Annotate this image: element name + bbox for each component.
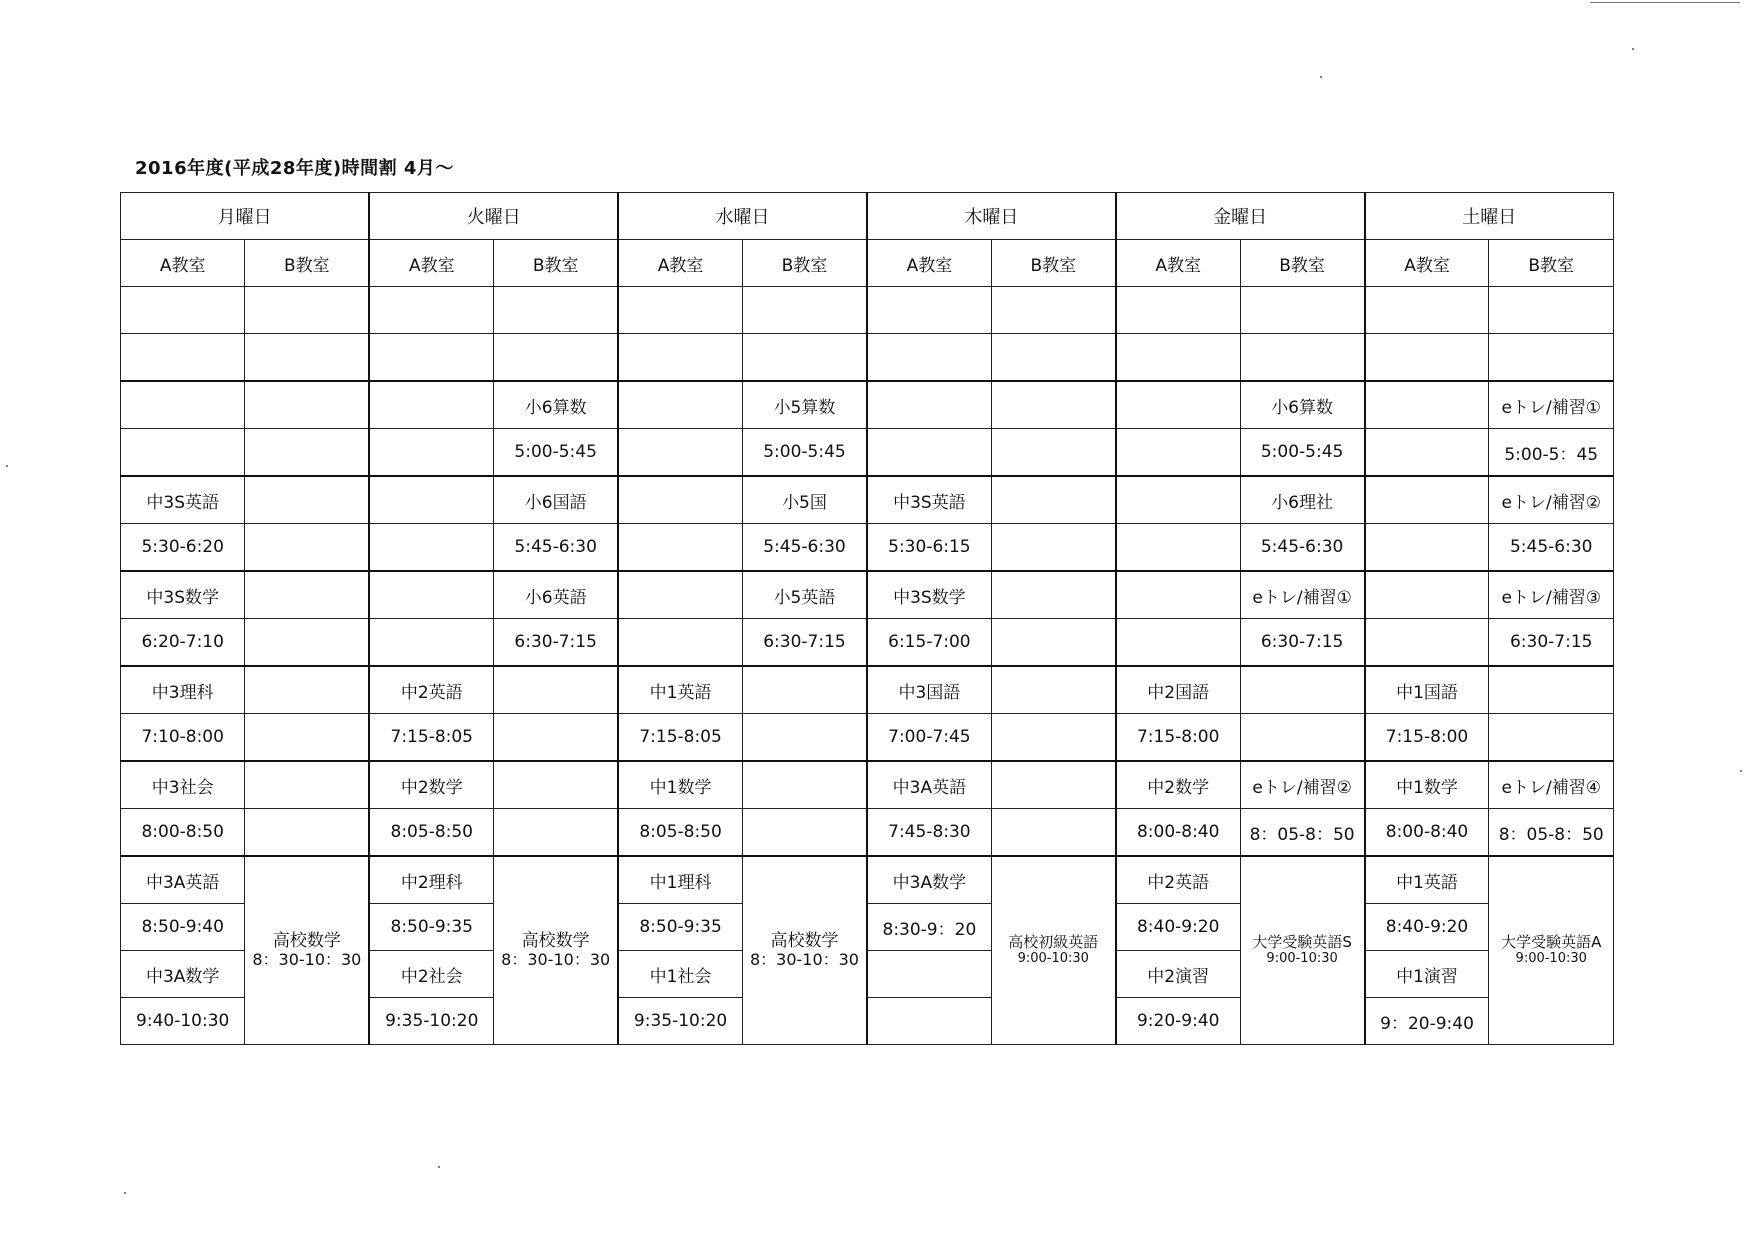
cell (618, 429, 742, 477)
merged-subject: 大学受験英語A (1501, 933, 1602, 952)
cell (245, 381, 369, 429)
room-a-header: A教室 (618, 240, 742, 287)
timetable-row (121, 571, 1614, 619)
cell: 5:00-5:45 (494, 429, 618, 477)
cell (369, 476, 493, 524)
cell (867, 381, 991, 429)
merged-cell-mon-b (245, 856, 369, 1045)
cell: eトレ/補習② (1489, 476, 1614, 524)
cell (867, 998, 991, 1045)
cell (1240, 287, 1364, 334)
cell: 中3S数学 (867, 571, 991, 619)
cell: 中2理科 (369, 856, 493, 904)
room-b-header: B教室 (245, 240, 369, 287)
merged-subject: 高校数学 (521, 930, 590, 951)
cell: 中1演習 (1365, 951, 1489, 998)
cell: 中3S英語 (867, 476, 991, 524)
cell (369, 571, 493, 619)
day-header-fri: 金曜日 (1116, 193, 1365, 240)
cell (494, 666, 618, 714)
cell (369, 287, 493, 334)
cell: 5:45-6:30 (743, 524, 867, 572)
cell: eトレ/補習④ (1489, 761, 1614, 809)
cell: 中3S英語 (121, 476, 245, 524)
cell (867, 429, 991, 477)
timetable-row (121, 381, 1614, 429)
cell: 中3国語 (867, 666, 991, 714)
page-title: 2016年度(平成28年度)時間割 4月～ (135, 158, 454, 179)
cell (1489, 287, 1614, 334)
cell (245, 571, 369, 619)
cell (743, 334, 867, 382)
room-a-header: A教室 (1365, 240, 1489, 287)
cell (991, 476, 1115, 524)
cell (867, 951, 991, 998)
timetable-body (121, 287, 1614, 1045)
room-b-header: B教室 (743, 240, 867, 287)
scan-artifact (1590, 2, 1740, 3)
day-header-row (121, 193, 1614, 240)
cell (121, 334, 245, 382)
scan-artifact (1632, 48, 1634, 50)
cell (1116, 476, 1240, 524)
cell (369, 619, 493, 667)
cell: 6:30-7:15 (1489, 619, 1614, 667)
cell: 中3A英語 (121, 856, 245, 904)
cell (245, 619, 369, 667)
room-header-row (121, 240, 1614, 287)
cell: 9：20-9:40 (1365, 998, 1489, 1045)
room-b-header: B教室 (991, 240, 1115, 287)
room-a-header: A教室 (867, 240, 991, 287)
cell (1489, 666, 1614, 714)
cell (618, 619, 742, 667)
cell: 小6国語 (494, 476, 618, 524)
merged-time: 8：30-10：30 (252, 950, 362, 970)
cell: 中1数学 (1365, 761, 1489, 809)
day-header-wed: 水曜日 (618, 193, 867, 240)
timetable-row (121, 856, 1614, 904)
cell (991, 619, 1115, 667)
merged-cell-wed-b (743, 856, 867, 1045)
cell: 8:40-9:20 (1365, 904, 1489, 951)
cell (245, 476, 369, 524)
cell: 中1国語 (1365, 666, 1489, 714)
cell: 中3S数学 (121, 571, 245, 619)
cell: 中2演習 (1116, 951, 1240, 998)
cell (494, 334, 618, 382)
cell (245, 809, 369, 857)
cell (991, 571, 1115, 619)
cell: 中1社会 (618, 951, 742, 998)
cell: 8:05-8:50 (369, 809, 493, 857)
cell (618, 476, 742, 524)
cell: 9:35-10:20 (369, 998, 493, 1045)
cell (743, 666, 867, 714)
cell: 6:20-7:10 (121, 619, 245, 667)
cell (991, 761, 1115, 809)
cell: 8:40-9:20 (1116, 904, 1240, 951)
cell (121, 287, 245, 334)
cell (743, 761, 867, 809)
cell (1365, 571, 1489, 619)
cell (1116, 287, 1240, 334)
room-a-header: A教室 (369, 240, 493, 287)
cell: 7:00-7:45 (867, 714, 991, 762)
cell: eトレ/補習① (1489, 381, 1614, 429)
cell (618, 381, 742, 429)
scan-artifact (1320, 76, 1322, 78)
cell (1116, 429, 1240, 477)
cell: 8:30-9：20 (867, 904, 991, 951)
room-b-header: B教室 (494, 240, 618, 287)
cell (1116, 571, 1240, 619)
cell: 小5国 (743, 476, 867, 524)
cell: 8:00-8:50 (121, 809, 245, 857)
cell (245, 524, 369, 572)
timetable-row (121, 714, 1614, 762)
cell (1489, 714, 1614, 762)
cell: 5:30-6:15 (867, 524, 991, 572)
cell: 9:40-10:30 (121, 998, 245, 1045)
merged-time: 9:00-10:30 (1515, 950, 1587, 966)
merged-cell-thu-b (991, 856, 1115, 1045)
scan-artifact (6, 465, 8, 467)
timetable-row (121, 619, 1614, 667)
timetable-row (121, 334, 1614, 382)
cell (494, 714, 618, 762)
cell: 8:50-9:35 (369, 904, 493, 951)
cell (618, 334, 742, 382)
cell (1365, 524, 1489, 572)
cell: 7:45-8:30 (867, 809, 991, 857)
day-header-thu: 木曜日 (867, 193, 1116, 240)
timetable-row (121, 666, 1614, 714)
cell (1365, 334, 1489, 382)
cell (991, 429, 1115, 477)
scan-artifact (124, 1192, 126, 1194)
cell: 中3社会 (121, 761, 245, 809)
cell (1240, 334, 1364, 382)
merged-subject: 大学受験英語S (1252, 933, 1352, 952)
cell (245, 666, 369, 714)
cell (867, 334, 991, 382)
room-b-header: B教室 (1489, 240, 1614, 287)
cell (494, 761, 618, 809)
cell: 7:15-8:00 (1365, 714, 1489, 762)
scan-artifact (1740, 770, 1742, 772)
cell: 8:00-8:40 (1365, 809, 1489, 857)
cell: 7:10-8:00 (121, 714, 245, 762)
cell (245, 287, 369, 334)
cell (1365, 476, 1489, 524)
timetable-row (121, 761, 1614, 809)
cell (618, 287, 742, 334)
cell (1116, 619, 1240, 667)
cell: 中2社会 (369, 951, 493, 998)
timetable-row (121, 287, 1614, 334)
cell (1116, 381, 1240, 429)
cell: 9:35-10:20 (618, 998, 742, 1045)
cell (1489, 334, 1614, 382)
cell: 8：05-8：50 (1489, 809, 1614, 857)
cell (991, 334, 1115, 382)
cell: 小6算数 (494, 381, 618, 429)
cell: 中3A数学 (867, 856, 991, 904)
cell (369, 429, 493, 477)
cell: 5:45-6:30 (494, 524, 618, 572)
cell (1240, 714, 1364, 762)
room-b-header: B教室 (1240, 240, 1364, 287)
cell: 小6算数 (1240, 381, 1364, 429)
cell (1116, 334, 1240, 382)
cell (991, 287, 1115, 334)
cell: 中2国語 (1116, 666, 1240, 714)
room-a-header: A教室 (1116, 240, 1240, 287)
merged-subject: 高校数学 (272, 930, 341, 951)
cell: eトレ/補習② (1240, 761, 1364, 809)
cell: 5:00-5:45 (1240, 429, 1364, 477)
cell: eトレ/補習① (1240, 571, 1364, 619)
cell (618, 524, 742, 572)
cell: 小5算数 (743, 381, 867, 429)
cell: 6:15-7:00 (867, 619, 991, 667)
cell: 9:20-9:40 (1116, 998, 1240, 1045)
day-header-sat: 土曜日 (1365, 193, 1614, 240)
cell (245, 761, 369, 809)
cell: 8:50-9:40 (121, 904, 245, 951)
scan-artifact (438, 1166, 440, 1168)
timetable-row (121, 429, 1614, 477)
cell: 6:30-7:15 (1240, 619, 1364, 667)
cell (743, 809, 867, 857)
cell (1365, 381, 1489, 429)
merged-time: 9:00-10:30 (1266, 950, 1338, 966)
cell (245, 334, 369, 382)
day-header-mon: 月曜日 (121, 193, 370, 240)
cell: 5:45-6:30 (1240, 524, 1364, 572)
cell: 8:05-8:50 (618, 809, 742, 857)
cell (245, 429, 369, 477)
cell (494, 809, 618, 857)
cell: 小5英語 (743, 571, 867, 619)
cell (369, 524, 493, 572)
cell: 中2数学 (1116, 761, 1240, 809)
cell (1365, 287, 1489, 334)
timetable-row (121, 524, 1614, 572)
cell: 8：05-8：50 (1240, 809, 1364, 857)
cell: 中2英語 (369, 666, 493, 714)
cell (991, 524, 1115, 572)
room-a-header: A教室 (121, 240, 245, 287)
cell (494, 287, 618, 334)
cell (121, 429, 245, 477)
cell: 7:15-8:05 (369, 714, 493, 762)
cell (1116, 524, 1240, 572)
merged-cell-sat-b (1489, 856, 1614, 1045)
cell: eトレ/補習③ (1489, 571, 1614, 619)
merged-subject: 高校数学 (770, 930, 839, 951)
merged-cell-fri-b (1240, 856, 1364, 1045)
timetable-row (121, 476, 1614, 524)
cell (1240, 666, 1364, 714)
cell (369, 334, 493, 382)
cell: 中2英語 (1116, 856, 1240, 904)
cell: 5:00-5:45 (743, 429, 867, 477)
day-header-tue: 火曜日 (369, 193, 618, 240)
cell: 中1英語 (1365, 856, 1489, 904)
cell: 5:45-6:30 (1489, 524, 1614, 572)
cell: 5:00-5：45 (1489, 429, 1614, 477)
merged-time: 9:00-10:30 (1017, 950, 1089, 966)
cell (618, 571, 742, 619)
merged-time: 8：30-10：30 (749, 950, 859, 970)
cell: 中3理科 (121, 666, 245, 714)
cell: 小6英語 (494, 571, 618, 619)
cell: 中3A英語 (867, 761, 991, 809)
timetable-row (121, 809, 1614, 857)
cell: 中3A数学 (121, 951, 245, 998)
cell: 小6理社 (1240, 476, 1364, 524)
cell (1365, 619, 1489, 667)
cell (991, 381, 1115, 429)
cell (743, 287, 867, 334)
cell (991, 666, 1115, 714)
merged-time: 8：30-10：30 (501, 950, 611, 970)
cell: 6:30-7:15 (494, 619, 618, 667)
cell: 8:50-9:35 (618, 904, 742, 951)
cell: 8:00-8:40 (1116, 809, 1240, 857)
cell (245, 714, 369, 762)
cell (867, 287, 991, 334)
cell (991, 714, 1115, 762)
cell: 7:15-8:00 (1116, 714, 1240, 762)
cell (743, 714, 867, 762)
timetable (120, 192, 1614, 1045)
cell: 中2数学 (369, 761, 493, 809)
cell (1365, 429, 1489, 477)
cell: 中1英語 (618, 666, 742, 714)
cell: 中1数学 (618, 761, 742, 809)
cell (121, 381, 245, 429)
merged-cell-tue-b (494, 856, 618, 1045)
cell: 6:30-7:15 (743, 619, 867, 667)
cell: 7:15-8:05 (618, 714, 742, 762)
cell: 中1理科 (618, 856, 742, 904)
merged-subject: 高校初級英語 (1008, 933, 1099, 952)
cell (991, 809, 1115, 857)
cell (369, 381, 493, 429)
cell: 5:30-6:20 (121, 524, 245, 572)
